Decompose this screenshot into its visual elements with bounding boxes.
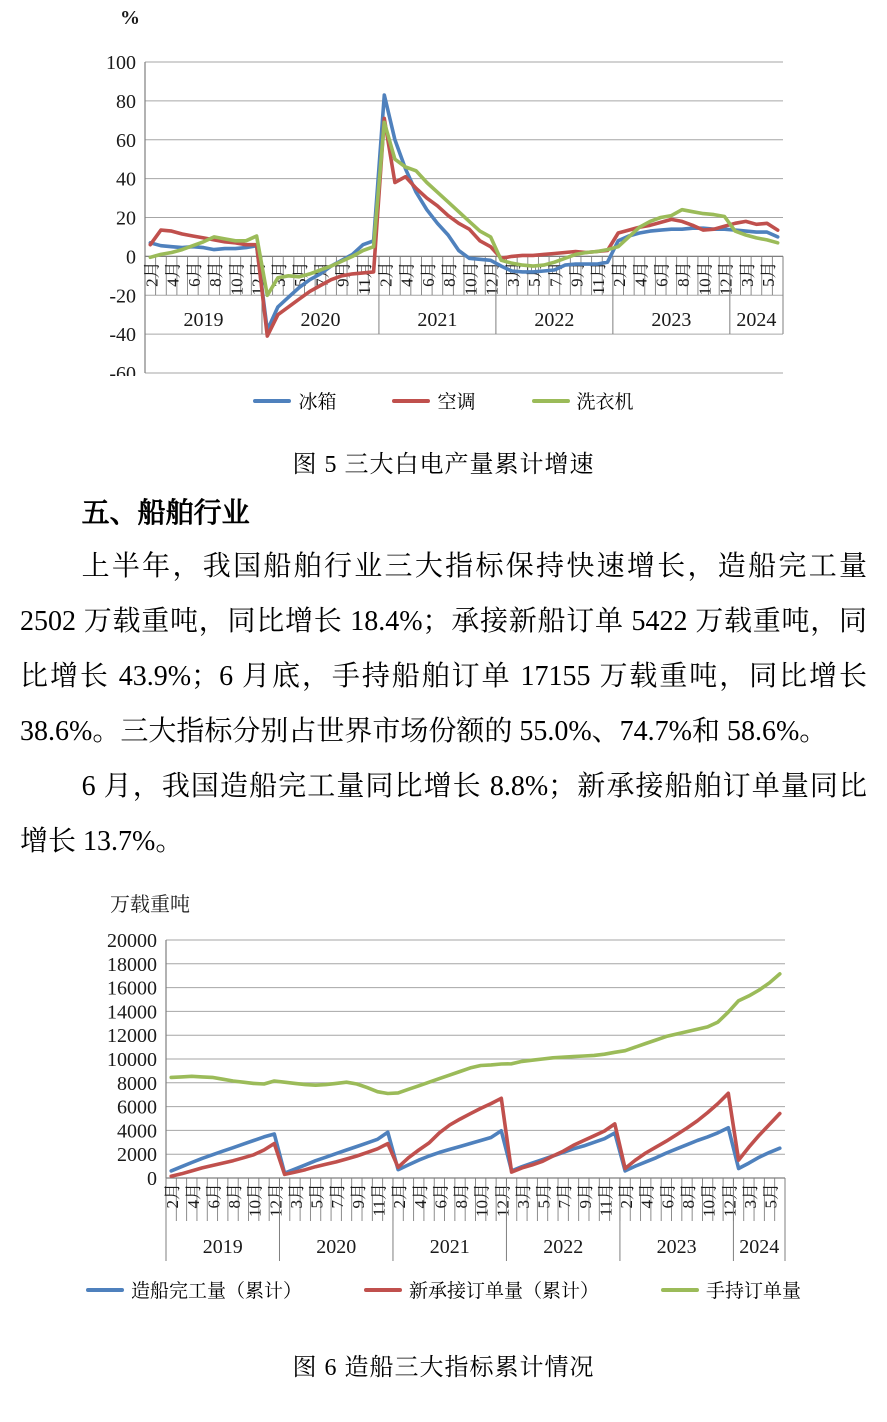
svg-text:8月: 8月 <box>440 261 460 287</box>
svg-text:0: 0 <box>126 246 136 269</box>
svg-text:12月: 12月 <box>720 1183 740 1217</box>
svg-text:4000: 4000 <box>117 1120 157 1143</box>
svg-text:%: % <box>120 7 140 29</box>
svg-text:2000: 2000 <box>117 1144 157 1167</box>
svg-text:10000: 10000 <box>107 1049 157 1071</box>
svg-text:9月: 9月 <box>333 261 353 287</box>
svg-text:12月: 12月 <box>482 261 502 296</box>
svg-text:2024: 2024 <box>739 1236 780 1258</box>
svg-text:11月: 11月 <box>596 1183 616 1217</box>
svg-text:2019: 2019 <box>183 309 224 331</box>
svg-text:10月: 10月 <box>461 261 481 296</box>
svg-text:2020: 2020 <box>300 309 341 331</box>
svg-text:3月: 3月 <box>513 1183 533 1209</box>
svg-text:5月: 5月 <box>761 1183 781 1209</box>
legend-label: 洗衣机 <box>576 392 634 413</box>
svg-text:8月: 8月 <box>206 261 226 287</box>
svg-text:-20: -20 <box>109 285 136 308</box>
svg-text:6月: 6月 <box>431 1183 451 1209</box>
svg-text:7月: 7月 <box>555 1183 575 1209</box>
svg-text:11月: 11月 <box>588 261 608 295</box>
svg-text:2月: 2月 <box>390 1183 410 1209</box>
legend-item-order-backlog <box>661 1276 801 1303</box>
svg-text:8月: 8月 <box>678 1183 698 1209</box>
legend-label: 造船完工量（累计） <box>130 1281 302 1302</box>
fridge-line-swatch <box>253 399 291 403</box>
svg-text:6月: 6月 <box>658 1183 678 1209</box>
completions-line-swatch <box>86 1288 124 1292</box>
svg-text:4月: 4月 <box>163 261 183 287</box>
svg-text:10月: 10月 <box>699 1183 719 1217</box>
svg-text:12000: 12000 <box>107 1025 157 1048</box>
svg-text:8000: 8000 <box>117 1072 157 1095</box>
svg-text:40: 40 <box>116 168 136 191</box>
svg-text:6月: 6月 <box>418 261 438 287</box>
svg-text:2022: 2022 <box>543 1236 584 1258</box>
svg-text:4月: 4月 <box>410 1183 430 1209</box>
svg-text:7月: 7月 <box>546 261 566 287</box>
legend-label: 新承接订单量（累计） <box>408 1281 599 1302</box>
svg-text:16000: 16000 <box>107 977 157 1000</box>
svg-text:3月: 3月 <box>286 1183 306 1209</box>
svg-text:60: 60 <box>116 129 136 152</box>
legend-label: 空调 <box>437 392 476 413</box>
washer-line-swatch <box>532 399 570 403</box>
aircon-line-swatch <box>392 399 430 403</box>
svg-text:2月: 2月 <box>376 261 396 287</box>
svg-text:5月: 5月 <box>525 261 545 287</box>
new-orders-line-swatch <box>364 1288 402 1292</box>
svg-text:10月: 10月 <box>695 261 715 296</box>
svg-text:80: 80 <box>116 90 136 113</box>
svg-text:2024: 2024 <box>736 309 777 331</box>
svg-text:12月: 12月 <box>716 261 736 296</box>
figure6-caption: 图 6 造船三大指标累计情况 <box>292 1355 595 1381</box>
svg-text:12月: 12月 <box>266 1183 286 1217</box>
svg-text:11月: 11月 <box>354 261 374 295</box>
svg-text:3月: 3月 <box>737 261 757 287</box>
figure5-caption: 图 5 三大白电产量累计增速 <box>292 452 595 478</box>
svg-text:2021: 2021 <box>417 309 458 331</box>
legend-item-completions <box>86 1276 302 1303</box>
svg-text:8月: 8月 <box>452 1183 472 1209</box>
svg-text:2020: 2020 <box>316 1236 357 1258</box>
svg-text:6月: 6月 <box>184 261 204 287</box>
svg-text:6月: 6月 <box>204 1183 224 1209</box>
legend-item-washer <box>532 387 634 414</box>
svg-text:20: 20 <box>116 207 136 230</box>
svg-text:-60: -60 <box>109 363 136 376</box>
svg-text:5月: 5月 <box>759 261 779 287</box>
shipbuilding-indicators-chart <box>0 883 887 1265</box>
figure6-legend <box>0 1276 887 1303</box>
svg-text:7月: 7月 <box>328 1183 348 1209</box>
svg-text:4月: 4月 <box>637 1183 657 1209</box>
svg-text:万载重吨: 万载重吨 <box>110 894 190 916</box>
svg-text:2月: 2月 <box>617 1183 637 1209</box>
paragraph-1: 上半年，我国船舶行业三大指标保持快速增长，造船完工量 2502 万载重吨，同比增长 18.4%；承接新船订单 5422 万载重吨，同比增长 43.9%；6 月底，手持船舶订单 17155 万载重吨，同比增长 38.6%。三大指标分别占世界市场份额的 55.0%、74.7%和 58.6%。 <box>20 551 867 747</box>
svg-text:6000: 6000 <box>117 1096 157 1119</box>
svg-text:2月: 2月 <box>163 1183 183 1209</box>
svg-text:2022: 2022 <box>534 309 575 331</box>
svg-text:12月: 12月 <box>248 261 268 296</box>
svg-text:2021: 2021 <box>429 1236 470 1258</box>
svg-text:4月: 4月 <box>183 1183 203 1209</box>
svg-text:3月: 3月 <box>503 261 523 287</box>
svg-text:11月: 11月 <box>369 1183 389 1217</box>
svg-text:14000: 14000 <box>107 1001 157 1024</box>
svg-text:12月: 12月 <box>493 1183 513 1217</box>
svg-text:8月: 8月 <box>673 261 693 287</box>
svg-text:9月: 9月 <box>348 1183 368 1209</box>
svg-text:2023: 2023 <box>651 309 692 331</box>
svg-text:100: 100 <box>106 52 136 74</box>
svg-text:10月: 10月 <box>245 1183 265 1217</box>
svg-text:7月: 7月 <box>312 261 332 287</box>
legend-label: 冰箱 <box>298 392 337 413</box>
svg-text:18000: 18000 <box>107 953 157 976</box>
svg-text:0: 0 <box>147 1168 157 1190</box>
svg-text:4月: 4月 <box>397 261 417 287</box>
legend-item-new-orders <box>364 1276 599 1303</box>
legend-label: 手持订单量 <box>706 1281 802 1302</box>
section-heading: 五、船舶行业 <box>81 497 250 528</box>
svg-text:5月: 5月 <box>307 1183 327 1209</box>
svg-text:2月: 2月 <box>142 261 162 287</box>
svg-text:2023: 2023 <box>656 1236 697 1258</box>
svg-text:9月: 9月 <box>567 261 587 287</box>
svg-text:2019: 2019 <box>202 1236 243 1258</box>
white-goods-growth-chart <box>0 0 887 376</box>
order-backlog-line-swatch <box>661 1288 699 1292</box>
legend-item-aircon <box>392 387 475 414</box>
svg-text:-40: -40 <box>109 324 136 347</box>
paragraph-2: 6 月，我国造船完工量同比增长 8.8%；新承接船舶订单量同比增长 13.7%。 <box>20 771 867 857</box>
svg-text:6月: 6月 <box>652 261 672 287</box>
svg-text:5月: 5月 <box>291 261 311 287</box>
svg-text:8月: 8月 <box>225 1183 245 1209</box>
svg-text:3月: 3月 <box>740 1183 760 1209</box>
figure5-chart-block <box>0 0 887 479</box>
figure6-chart-block <box>0 883 887 1382</box>
svg-text:10月: 10月 <box>472 1183 492 1217</box>
svg-text:3月: 3月 <box>269 261 289 287</box>
svg-text:5月: 5月 <box>534 1183 554 1209</box>
svg-text:2月: 2月 <box>610 261 630 287</box>
svg-text:4月: 4月 <box>631 261 651 287</box>
svg-text:9月: 9月 <box>575 1183 595 1209</box>
svg-text:20000: 20000 <box>107 930 157 952</box>
svg-text:10月: 10月 <box>227 261 247 296</box>
figure5-legend <box>0 387 887 414</box>
legend-item-fridge <box>253 387 336 414</box>
